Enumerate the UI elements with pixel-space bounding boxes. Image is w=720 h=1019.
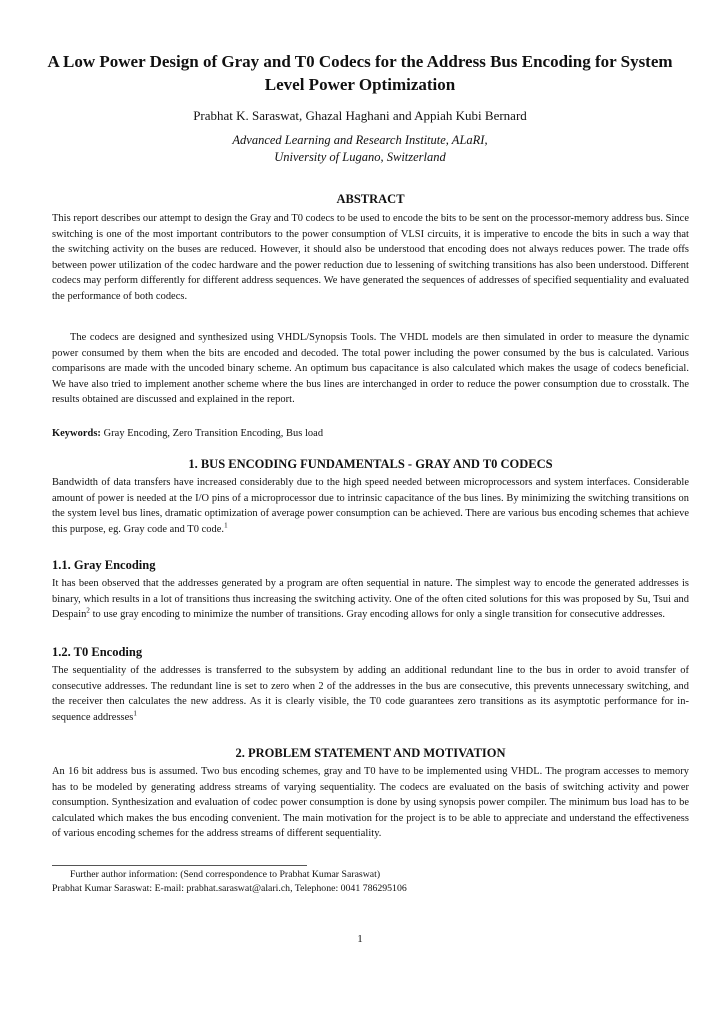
citation-ref: 2 bbox=[86, 606, 90, 615]
affiliation-line-1: Advanced Learning and Research Institute, ALaRI, bbox=[232, 133, 488, 147]
author-list: Prabhat K. Saraswat, Ghazal Haghani and Appiah Kubi Bernard bbox=[193, 108, 527, 123]
citation-ref: 1 bbox=[224, 521, 228, 530]
affiliation-line-2: University of Lugano, Switzerland bbox=[274, 150, 446, 164]
abstract-paragraph-1: This report describes our attempt to design the Gray and T0 codecs to be used to encode the bits to be sent on the processor-memory address bus. Since switching is one of the most important contributors to the power consumption of VLSI circuits, it is imperative to encode the bits in such a way that the switching activity on the buses are reduced. However, it should also be understood that encoding does not always reduces power. The trade offs between power utilization of the codec hardware and the power reduction due to lessening of switching transitions has also been understood. Different codecs may perform differently for different address sequences. We have generated the sequences of addresses of specified sequentiality and evaluated the performance of both codecs. bbox=[52, 213, 689, 302]
paper-title: A Low Power Design of Gray and T0 Codecs for the Address Bus Encoding for System Level Power Optimization bbox=[47, 52, 673, 94]
affiliation bbox=[40, 132, 680, 166]
subsection-1-2-paragraph bbox=[52, 663, 689, 725]
subsection-1-1-text-b: to use gray encoding to minimize the number of transitions. Gray encoding allows for only a single transition for consecutive addresses. bbox=[89, 609, 665, 620]
section-1-text: Bandwidth of data transfers have increased considerably due to the high speed needed between microprocessors and system interfaces. Considerable amount of power is needed at the I/O pins of a microprocessor due to intrinsic capacitance of the bus lines. By minimizing the switching transitions on the system level bus lines, dramatic optimization of average power consumption can be achieved. There are various bus encoding schemes that achieve this purpose, eg. Gray code and T0 code. bbox=[52, 477, 689, 535]
citation-ref: 1 bbox=[133, 709, 137, 718]
keywords-label: Keywords: bbox=[52, 428, 101, 439]
keywords-text: Gray Encoding, Zero Transition Encoding, Bus load bbox=[103, 428, 324, 439]
section-2-heading: 2. PROBLEM STATEMENT AND MOTIVATION bbox=[235, 746, 506, 760]
subsection-1-1-paragraph bbox=[52, 576, 689, 623]
section-1-paragraph bbox=[52, 475, 689, 537]
section-2-paragraph: An 16 bit address bus is assumed. Two bus encoding schemes, gray and T0 have to be implemented using VHDL. The program accesses to memory has to be modeled by generating address streams of varying sequentiality. The codecs are evaluated on the basis of switching activity and power consumption. Synthesization and evaluation of codec power consumption is done by using synopsis power compiler. The minimum bus load has to be calculated which makes the bus encoding convenient. The main motivation for the project is to be able to appreciate and understand the effectiveness of various encoding schemes for the address streams of different sequentiality. bbox=[52, 766, 689, 839]
subsection-1-1-heading: 1.1. Gray Encoding bbox=[52, 558, 156, 572]
footnote-line-2: Prabhat Kumar Saraswat: E-mail: prabhat.saraswat@alari.ch, Telephone: 0041 786295106 bbox=[52, 883, 407, 894]
keywords bbox=[52, 426, 689, 442]
footnote-line-1: Further author information: (Send correspondence to Prabhat Kumar Saraswat) bbox=[70, 869, 381, 880]
section-1-heading: 1. BUS ENCODING FUNDAMENTALS - GRAY AND T0 CODECS bbox=[188, 457, 553, 471]
page-number: 1 bbox=[357, 933, 363, 945]
subsection-1-2-text: The sequentiality of the addresses is transferred to the subsystem by adding an additional redundant line to the bus in order to avoid transfer of consecutive addresses. The redundant line is set to zero when 2 of the addresses in the bus are consecutive, this prevents unnecessary switching, and the receiver then calculates the new address. As it is clearly visible, the T0 code guarantees zero transitions as its asymptotic performance for in-sequence addresses bbox=[52, 665, 689, 723]
footnote-divider bbox=[52, 865, 307, 866]
abstract-heading: ABSTRACT bbox=[336, 192, 405, 206]
subsection-1-1-text-a: It has been observed that the addresses generated by a program are often sequential in nature. The simplest way to encode the generated addresses is binary, which results in a lot of transitions thus increasing the switching activity. One of the often cited solutions for this was proposed by Su, Tsui and Despain bbox=[52, 578, 689, 620]
subsection-1-2-heading: 1.2. T0 Encoding bbox=[52, 645, 143, 659]
abstract-paragraph-2: The codecs are designed and synthesized using VHDL/Synopsis Tools. The VHDL models are then simulated in order to measure the dynamic power consumed by them when the bits are encoded and decoded. The total power including the power consumed by the bus is calculated. Various comparisons are made with the uncoded binary scheme. An optimum bus capacitance is also calculated which makes the usage of codecs beneficial. We have also tried to implement another scheme where the bus lines are interchanged in order to reduce the power consumption due to crosstalk. The results obtained are discussed and explained in the report. bbox=[52, 332, 689, 405]
